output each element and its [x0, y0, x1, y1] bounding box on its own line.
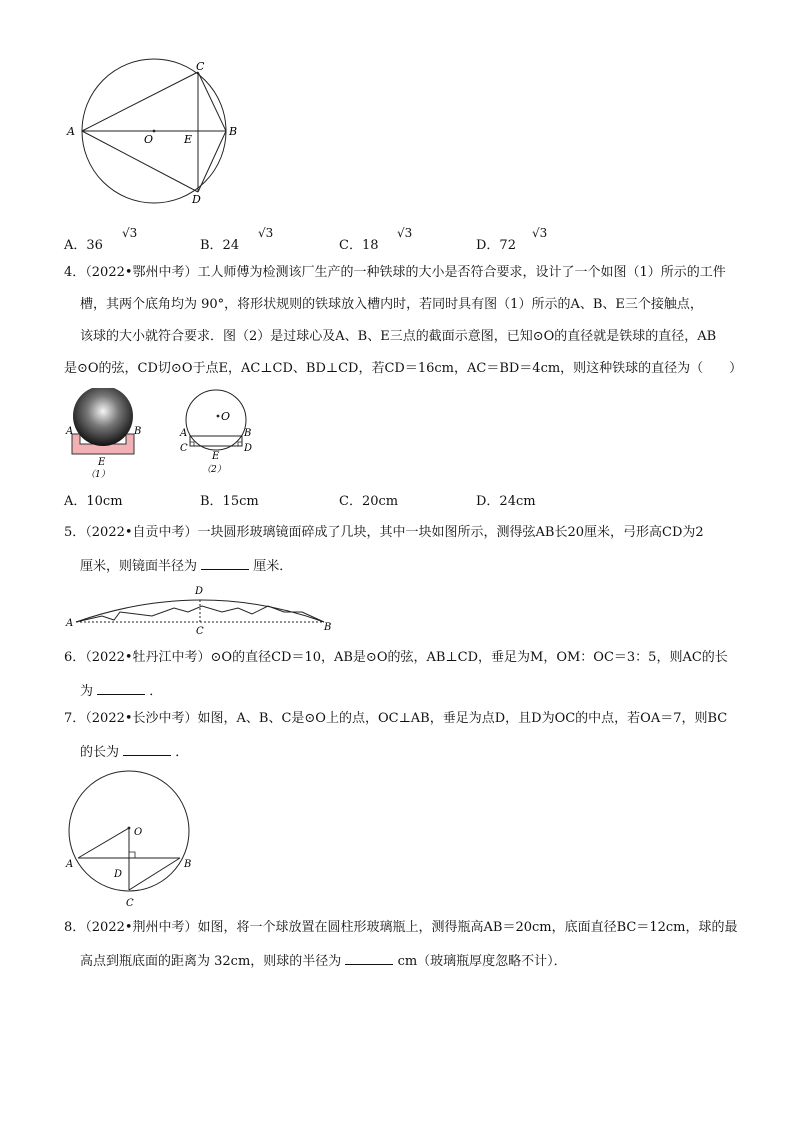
q3-chord-AC — [82, 72, 198, 131]
q3-option-a-label: A．36 — [64, 238, 103, 253]
q4-fig2-caption: （2） — [202, 465, 226, 475]
q3-option-c-radical: √3 — [397, 226, 413, 240]
q4-line-1: 4．（2022•鄂州中考）工人师傅为检测该厂生产的一种铁球的大小是否符合要求，设计了一个如图（1）所示的工件 — [64, 265, 726, 280]
q4-option-d[interactable]: D．24cm — [476, 494, 536, 509]
q3-option-b[interactable] — [200, 238, 239, 254]
q5-answer-blank[interactable] — [201, 557, 249, 570]
q7-line-2 — [80, 743, 188, 761]
q4-fig2-groove — [190, 436, 242, 446]
q7-answer-blank[interactable] — [123, 743, 171, 756]
q3-option-d[interactable] — [476, 238, 516, 254]
q5-label-A: A — [66, 618, 74, 629]
q6-line-2-a: 为 — [80, 684, 94, 699]
q3-option-b-radical: √3 — [258, 226, 274, 240]
q4-fig1-label-A: A — [66, 426, 74, 437]
q4-line-2: 槽，其两个底角均为 90°，将形状规则的铁球放入槽内时，若同时具有图（1）所示的A、B、E三个接触点， — [80, 297, 703, 312]
q4-fig2-label-D: D — [244, 443, 253, 454]
q5-line-1: 5．（2022•自贡中考）一块圆形玻璃镜面碎成了几块，其中一块如图所示，测得弦AB长20厘米，弓形高CD为2 — [64, 525, 704, 540]
q7-label-C: C — [126, 898, 134, 909]
q7-right-angle-mark — [129, 852, 135, 858]
q7-label-D: D — [114, 869, 123, 880]
q6-line-1: 6．（2022•牡丹江中考）⊙O的直径CD＝10，AB是⊙O的弦，AB⊥CD，垂足为M，OM：OC＝3：5，则AC的长 — [64, 650, 728, 665]
q4-figure-2 — [176, 388, 266, 480]
q4-fig2-label-B: B — [244, 428, 252, 439]
q3-option-d-label: D．72 — [476, 238, 516, 253]
q3-label-E: E — [184, 133, 193, 146]
q3-chord-AD — [82, 131, 198, 192]
q4-fig2-label-O: O — [221, 410, 231, 423]
q6-answer-blank[interactable] — [97, 682, 145, 695]
q7-radius-OA — [78, 828, 129, 858]
q3-label-O: O — [144, 133, 154, 146]
q4-fig2-label-C: C — [180, 443, 188, 454]
q8-line-2-b: cm（玻璃瓶厚度忽略不计）． — [397, 954, 567, 969]
q8-line-2-a: 高点到瓶底面的距离为 32cm，则球的半径为 — [80, 954, 342, 969]
q4-line-4: 是⊙O的弦，CD切⊙O于点E，AC⊥CD、BD⊥CD，若CD＝16cm，AC＝BD＝4cm，则这种铁球的直径为（ ） — [64, 361, 743, 376]
q3-label-B: B — [229, 125, 238, 138]
q4-line-3: 该球的大小就符合要求．图（2）是过球心及A、B、E三点的截面示意图，已知⊙O的直径就是铁球的直径，AB — [80, 329, 717, 344]
q3-label-D: D — [192, 193, 201, 206]
q8-line-2 — [80, 952, 567, 970]
q5-label-D: D — [195, 586, 204, 597]
q5-line-2 — [80, 557, 292, 575]
q3-circle-figure — [60, 58, 250, 210]
q4-fig1-label-E: E — [98, 457, 106, 468]
q3-chord-DB — [198, 131, 226, 192]
q7-circle-figure — [60, 766, 210, 912]
q3-option-c-label: C．18 — [339, 238, 379, 253]
q5-fragment-figure — [62, 582, 342, 638]
q3-option-b-label: B．24 — [200, 238, 240, 253]
q4-fig2-circle — [186, 390, 246, 450]
q4-fig2-right-angle-D — [238, 442, 242, 446]
q4-fig1-caption: （1） — [86, 470, 110, 480]
q4-figure-1 — [64, 388, 154, 480]
q8-line-1: 8．（2022•荆州中考）如图，将一个球放置在圆柱形玻璃瓶上，测得瓶高AB＝20cm，底面直径BC＝12cm，球的最 — [64, 920, 738, 935]
q4-fig2-right-angle-C — [190, 442, 194, 446]
q7-line-2-b: ． — [175, 745, 189, 760]
q5-arc — [76, 600, 324, 622]
q5-label-B: B — [324, 622, 332, 633]
q3-option-c[interactable] — [339, 238, 379, 254]
q4-option-b[interactable]: B．15cm — [200, 494, 259, 509]
q7-label-A: A — [66, 859, 74, 870]
q5-line-2-a: 厘米，则镜面半径为 — [80, 559, 198, 574]
q4-fig2-label-E: E — [212, 451, 220, 462]
q5-label-C: C — [196, 626, 204, 637]
q7-label-B: B — [184, 859, 192, 870]
q3-option-a[interactable] — [64, 238, 103, 254]
q7-label-O: O — [134, 827, 143, 838]
q3-label-C: C — [196, 60, 205, 73]
q3-center-dot — [153, 130, 156, 133]
q3-label-A: A — [67, 125, 75, 138]
q8-answer-blank[interactable] — [345, 952, 393, 965]
q3-option-d-radical: √3 — [532, 226, 548, 240]
q7-line-2-a: 的长为 — [80, 745, 120, 760]
q3-option-a-radical: √3 — [122, 226, 138, 240]
q7-line-1: 7．（2022•长沙中考）如图，A、B、C是⊙O上的点，OC⊥AB，垂足为点D，且D为OC的中点，若OA＝7，则BC — [64, 711, 728, 726]
q7-center-dot — [128, 827, 131, 830]
q4-option-a[interactable]: A．10cm — [64, 494, 123, 509]
q6-line-2-b: ． — [149, 684, 163, 699]
q4-fig2-center-dot — [217, 415, 220, 418]
q5-line-2-b: 厘米． — [253, 559, 293, 574]
q3-chord-CB — [198, 72, 226, 131]
q4-fig1-ball — [73, 388, 133, 446]
q4-fig1-label-B: B — [134, 426, 142, 437]
q4-option-c[interactable]: C．20cm — [339, 494, 399, 509]
q4-fig2-label-A: A — [180, 428, 188, 439]
q6-line-2 — [80, 682, 162, 700]
